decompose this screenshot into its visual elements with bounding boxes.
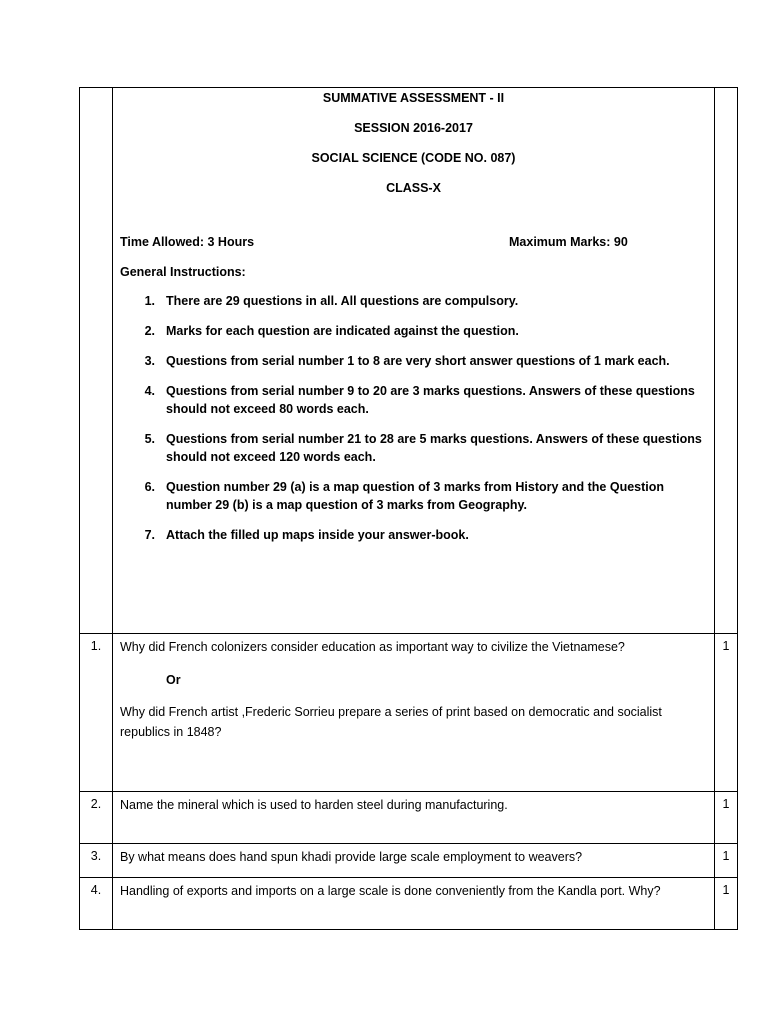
- instruction-item: [113, 292, 714, 310]
- instruction-text: Question number 29 (a) is a map question of 3 marks from History and the Question number 29 (b) is a map question of 3 marks from Geography.: [166, 480, 665, 512]
- time-marks-row: [113, 234, 714, 250]
- header-number-cell: [80, 88, 113, 634]
- instruction-text: Questions from serial number 1 to 8 are very short answer questions of 1 mark each.: [166, 354, 670, 368]
- alternative-question-text: Why did French artist ,Frederic Sorrieu prepare a series of print based on democratic and socialist republics in 1848?: [120, 705, 662, 739]
- question-number: 3.: [80, 844, 113, 878]
- question-row: [80, 878, 738, 930]
- exam-session: SESSION 2016-2017: [354, 121, 473, 135]
- header-row: [80, 88, 738, 634]
- instruction-text: Questions from serial number 9 to 20 are 3 marks questions. Answers of these questions should not exceed 80 words each.: [166, 384, 695, 416]
- header-content-cell: [113, 88, 715, 634]
- question-text: Why did French colonizers consider education as important way to civilize the Vietnamese?: [120, 640, 625, 654]
- question-text: By what means does hand spun khadi provide large scale employment to weavers?: [113, 844, 715, 878]
- instruction-number: 1.: [144, 294, 155, 308]
- question-marks: 1: [715, 844, 738, 878]
- instruction-text: Marks for each question are indicated against the question.: [166, 324, 519, 338]
- instruction-item: [113, 526, 714, 544]
- question-text: Handling of exports and imports on a large scale is done conveniently from the Kandla port. Why?: [113, 878, 715, 930]
- instructions-list: [113, 292, 714, 544]
- question-number: 2.: [80, 792, 113, 844]
- question-content: [113, 634, 715, 792]
- instruction-text: There are 29 questions in all. All questions are compulsory.: [166, 294, 519, 308]
- question-row: [80, 792, 738, 844]
- maximum-marks: Maximum Marks: 90: [509, 235, 628, 249]
- or-label: Or: [166, 673, 181, 687]
- question-row: [80, 634, 738, 792]
- exam-subject: SOCIAL SCIENCE (CODE NO. 087): [311, 151, 516, 165]
- instruction-number: 4.: [144, 384, 155, 398]
- question-marks: 1: [715, 878, 738, 930]
- instruction-item: [113, 478, 714, 514]
- exam-class: CLASS-X: [386, 181, 441, 195]
- instruction-item: [113, 382, 714, 418]
- instruction-number: 6.: [144, 480, 155, 494]
- instruction-text: Attach the filled up maps inside your answer-book.: [166, 528, 469, 542]
- time-allowed: Time Allowed: 3 Hours: [120, 235, 255, 249]
- header-marks-cell: [715, 88, 738, 634]
- question-paper-table: [79, 87, 738, 930]
- question-marks: 1: [715, 634, 738, 792]
- question-row: [80, 844, 738, 878]
- instruction-text: Questions from serial number 21 to 28 are 5 marks questions. Answers of these questions should not exceed 120 words each.: [166, 432, 702, 464]
- instruction-number: 5.: [144, 432, 155, 446]
- exam-title: SUMMATIVE ASSESSMENT - II: [322, 91, 505, 105]
- general-instructions-label: General Instructions:: [120, 265, 246, 279]
- question-number: 4.: [80, 878, 113, 930]
- instruction-number: 7.: [144, 528, 155, 542]
- instruction-item: [113, 352, 714, 370]
- question-marks: 1: [715, 792, 738, 844]
- instruction-number: 3.: [144, 354, 155, 368]
- instruction-item: [113, 322, 714, 340]
- instruction-number: 2.: [144, 324, 155, 338]
- question-number: 1.: [80, 634, 113, 792]
- question-text: Name the mineral which is used to harden steel during manufacturing.: [113, 792, 715, 844]
- instruction-item: [113, 430, 714, 466]
